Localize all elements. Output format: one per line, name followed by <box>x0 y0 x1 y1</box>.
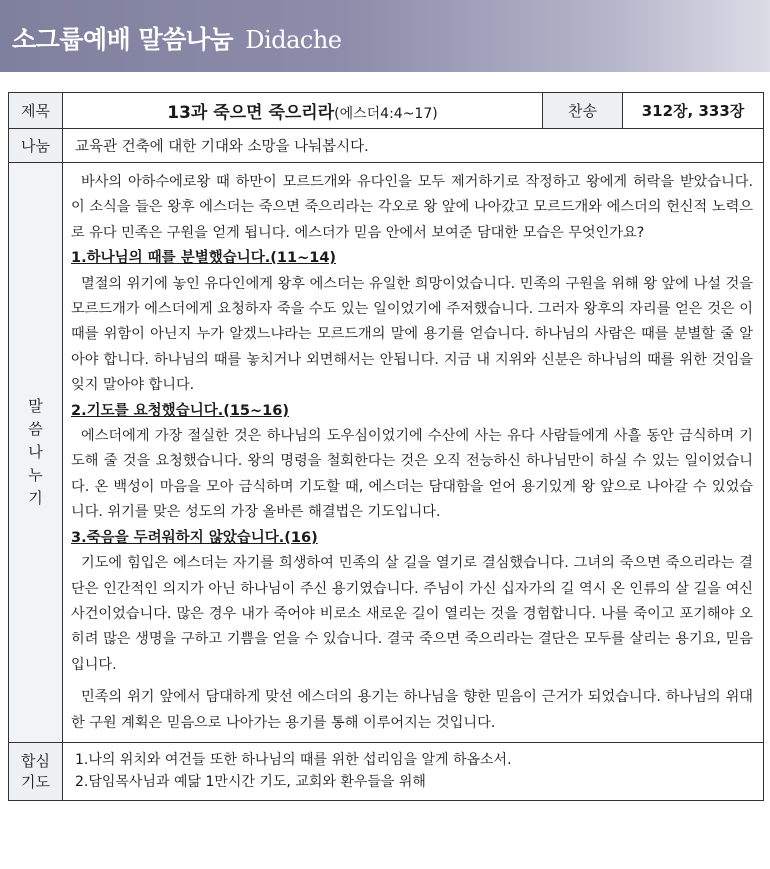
share-row <box>9 129 764 163</box>
hymn-label: 찬송 <box>543 93 623 129</box>
prayer-label-line: 기도 <box>21 773 50 792</box>
sermon-body <box>63 163 764 743</box>
word-label-char: 기 <box>28 488 43 507</box>
word-label <box>9 163 63 743</box>
lesson-title-text: 13과 죽으면 죽으리라 <box>167 103 335 123</box>
word-label-char: 말 <box>28 396 43 415</box>
banner-title <box>12 20 341 56</box>
prayer-item: 1.나의 위치와 여건들 또한 하나님의 때를 위한 섭리임을 알게 하옵소서. <box>75 752 512 769</box>
intro-paragraph: 바사의 아하수에로왕 때 하만이 모르드개와 유다인을 모두 제거하기로 작정하고 왕에게 허락을 받았습니다. 이 소식을 들은 왕후 에스더는 죽으면 죽으리라는 각오로 왕 앞에 나아갔고 모르드개와 에스더의 헌신적 노력으로 유다 민족은 구원을 얻게 됩니다. 에스더가 믿음 안에서 보여준 담대한 모습은 무엇인가요? <box>71 174 753 241</box>
word-label-char: 나 <box>28 442 43 461</box>
conclusion-paragraph: 민족의 위기 앞에서 담대하게 맞선 에스더의 용기는 하나님을 향한 믿음이 근거가 되었습니다. 하나님의 위대한 구원 계획은 믿음으로 나아가는 용기를 통해 이루어지는 것입니다. <box>71 689 753 731</box>
title-label: 제목 <box>9 93 63 129</box>
hymn-numbers: 312장, 333장 <box>623 93 764 129</box>
word-row <box>9 163 764 743</box>
lesson-title <box>63 93 543 129</box>
banner-title-latin: Didache <box>245 26 342 54</box>
banner-title-korean: 소그룹예배 말씀나눔 <box>12 25 234 54</box>
section-paragraph: 기도에 힘입은 에스더는 자기를 희생하여 민족의 살 길을 열기로 결심했습니다. 그녀의 죽으면 죽으리라는 결단은 인간적인 의지가 아닌 하나님이 주신 용기였습니다. 주님이 가신 십자가의 길 역시 온 인류의 살 길을 여신 사건이었습니다. 많은 경우 내가 죽어야 비로소 새로운 길이 열리는 것을 경험합니다. 나를 죽이고 포기해야 오히려 많은 생명을 구하고 기쁨을 얻을 수 있습니다. 결국 죽으면 죽으리라는 결단은 모두를 살리는 용기요, 믿음입니다. <box>71 555 753 673</box>
prayer-item: 2.담임목사님과 예닮 1만시간 기도, 교회와 환우들을 위해 <box>75 774 426 791</box>
section-heading: 2.기도를 요청했습니다.(15~16) <box>71 402 289 419</box>
share-text: 교육관 건축에 대한 기대와 소망을 나눠봅시다. <box>63 129 764 163</box>
word-label-char: 누 <box>28 465 43 484</box>
word-label-char: 씀 <box>28 419 43 438</box>
share-label: 나눔 <box>9 129 63 163</box>
prayer-items <box>63 742 764 800</box>
prayer-label-line: 합심 <box>21 752 50 771</box>
title-row <box>9 93 764 129</box>
header-banner <box>0 0 770 72</box>
section-paragraph: 에스더에게 가장 절실한 것은 하나님의 도우심이었기에 수산에 사는 유다 사람들에게 사흘 동안 금식하며 기도해 줄 것을 요청했습니다. 왕의 명령을 철회한다는 것은 오직 전능하신 하나님만이 하실 수 있는 일이었습니다. 온 백성이 마음을 모아 금식하며 기도할 때, 에스더는 담대함을 얻어 용기있게 왕 앞으로 나아갈 수 있었습니다. 위기를 맞은 성도의 가장 올바른 해결법은 기도입니다. <box>71 428 753 521</box>
bible-study-sheet <box>8 92 764 801</box>
section-heading: 3.죽음을 두려워하지 않았습니다.(16) <box>71 529 318 546</box>
section-paragraph: 멸절의 위기에 놓인 유다인에게 왕후 에스더는 유일한 희망이었습니다. 민족의 구원을 위해 왕 앞에 나설 것을 모르드개가 에스더에게 요청하자 죽을 수도 있는 일이었기에 주저했습니다. 그러자 왕후의 자리를 얻은 것은 이때를 위함이 아닌지 누가 알겠느냐라는 모르드개의 말에 용기를 얻습니다. 하나님의 사람은 때를 분별할 줄 알아야 합니다. 하나님의 때를 놓치거나 외면해서는 안됩니다. 지금 내 지위와 신분은 하나님의 때를 위한 것임을 잊지 말아야 합니다. <box>71 275 753 394</box>
prayer-row <box>9 742 764 800</box>
section-heading: 1.하나님의 때를 분별했습니다.(11~14) <box>71 250 337 267</box>
lesson-scripture-ref: (에스더4:4~17) <box>334 106 438 122</box>
prayer-label <box>9 742 63 800</box>
